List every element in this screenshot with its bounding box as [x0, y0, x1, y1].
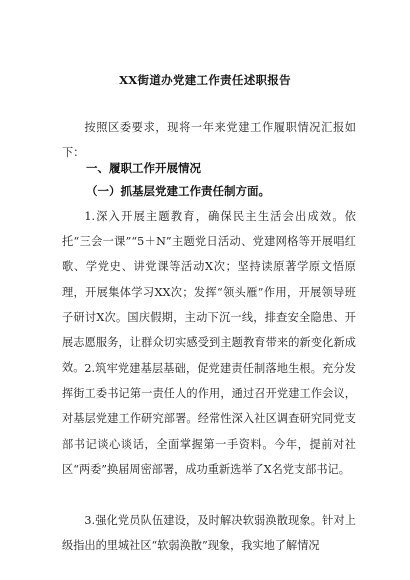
- body-paragraph-2: 2.筑牢党建基层基础，促党建责任制落地生根。充分发挥街工委书记第一责任人的作用，通过召开党建工作会议，对基层党建工作研究部署。经常性深入社区调查研究同党支部书记谈心谈话，全面掌握第一手资料。今年，提前对社区“两委”换届周密部署，成功重新选举了X名党支部书记。: [62, 362, 356, 476]
- section-heading: 一、履职工作开展情况: [86, 161, 201, 175]
- intro-paragraph: 按照区委要求，现将一年来党建工作履职情况汇报如下：: [62, 121, 356, 160]
- document-title: XX街道办党建工作责任述职报告: [119, 73, 291, 87]
- subsection-heading: （一）抓基层党建工作责任制方面。: [86, 184, 270, 198]
- body-paragraph-1: 1.深入开展主题教育，确保民主生活会出成效。依托“三会一课”“5＋N”主题党日活动、党建网格等开展唱红歌、学党史、讲党课等活动X次；坚持读原著学原文悟原理，开展集体学习XX次；发挥“领头雁”作用，开展领导班子研讨X次。国庆假期，主动下沉一线，排查安全隐患、开展志愿服务，让群众切实感受到主题教育带来的新变化新成效。: [62, 210, 356, 375]
- body-paragraph-3: 3.强化党员队伍建设，及时解决软弱涣散现象。针对上级指出的里城社区“软弱涣散”现象，我实地了解情况: [62, 514, 356, 553]
